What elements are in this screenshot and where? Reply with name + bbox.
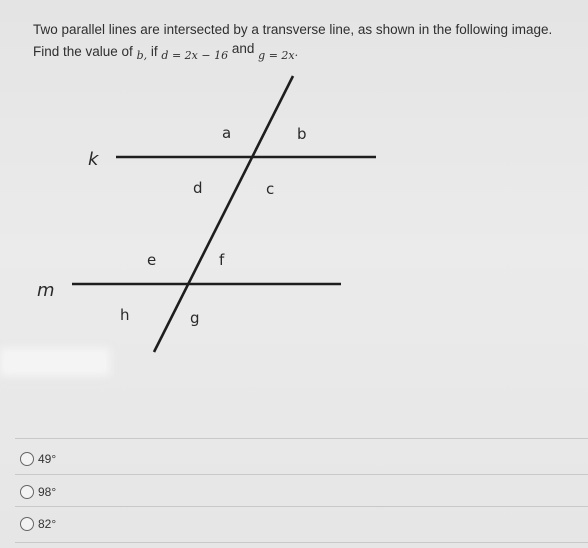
angle-label-g: g [190, 309, 200, 327]
angle-label-c: c [266, 180, 275, 198]
if-word: if [150, 44, 158, 59]
option-2-label: 98° [38, 485, 57, 499]
radio-icon[interactable] [20, 452, 34, 466]
question-line-1: Two parallel lines are intersected by a transverse line, as shown in the following image. [33, 22, 553, 37]
equation-d: d = 2x − 16 [161, 49, 229, 62]
angle-label-b: b [297, 125, 307, 143]
divider-bottom [15, 542, 588, 543]
divider-1 [15, 474, 588, 475]
screen-glare [0, 348, 110, 376]
angle-label-a: a [222, 124, 232, 142]
transversal-line [154, 76, 293, 352]
radio-icon[interactable] [20, 517, 34, 531]
diagram-svg [0, 70, 588, 380]
question-line-2: Find the value of $_{b,}$ if $_{d = 2x - 16}$ and $_{g = 2x\cdot}$ [33, 41, 299, 62]
angle-label-f: f [219, 251, 225, 269]
divider-2 [15, 506, 588, 507]
label-m: m [37, 280, 55, 301]
angle-label-d: d [193, 179, 203, 197]
question-text [33, 19, 552, 64]
option-2[interactable] [20, 485, 56, 499]
angle-label-e: e [147, 251, 157, 269]
option-3-label: 82° [38, 517, 57, 531]
angle-label-h: h [120, 306, 130, 324]
divider-top [15, 438, 588, 439]
radio-icon[interactable] [20, 485, 34, 499]
question-prefix: Find the value of [33, 44, 133, 59]
option-1-label: 49° [38, 452, 57, 466]
target-variable: b [136, 49, 144, 62]
label-k: k [88, 149, 99, 170]
and-word: and [231, 41, 255, 56]
option-3[interactable] [20, 517, 56, 531]
equation-g: g = 2x [258, 49, 295, 62]
parallel-lines-diagram [0, 70, 588, 380]
option-1[interactable] [20, 452, 56, 466]
